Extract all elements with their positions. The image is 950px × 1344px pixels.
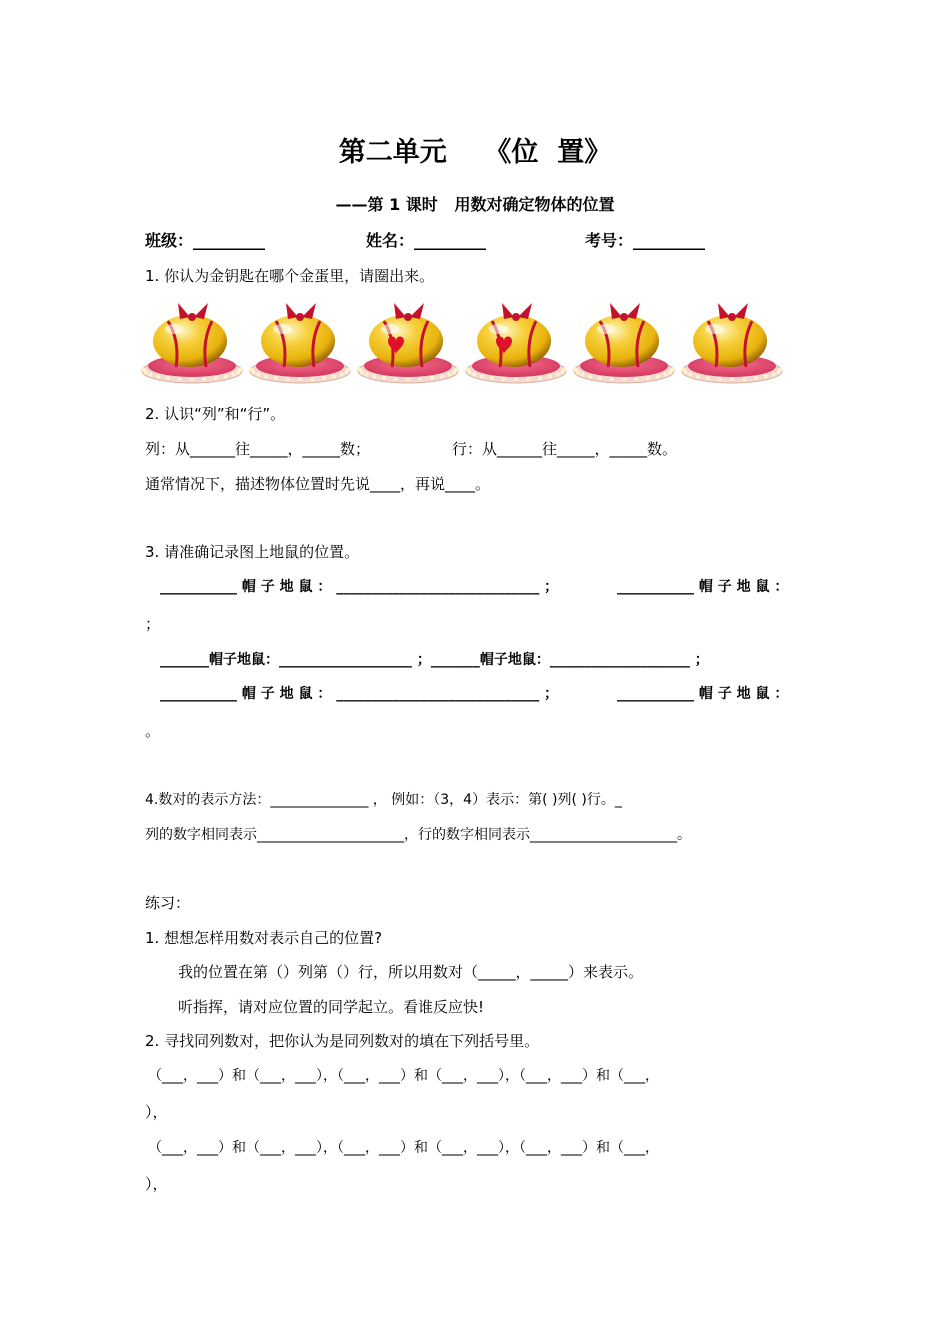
practice-1-line-2: 听指挥，请对应位置的同学起立。看谁反应快! xyxy=(178,998,485,1016)
golden-eggs-row xyxy=(140,297,785,385)
practice-2-line-1-end: ）， xyxy=(145,1103,168,1121)
mole-line-2[interactable]: _______帽子地鼠：___________________ ；_______帽子地鼠：____________________ ； xyxy=(160,652,709,668)
question-2-heading: 2. 认识“列”和“行”。 xyxy=(145,405,286,423)
practice-1-line-1[interactable]: 我的位置在第（）列第（）行，所以用数对（_____，_____）来表示。 xyxy=(178,963,644,981)
golden-egg-icon xyxy=(356,297,460,385)
practice-2-line-2[interactable]: （___，___）和（___，___），（___，___）和（___，___），（___，___）和（___， xyxy=(148,1140,659,1156)
question-4-line-2[interactable]: 列的数字相同表示_____________________，行的数字相同表示_____________________。 xyxy=(145,827,691,843)
practice-2-line-2-end: ）， xyxy=(145,1175,168,1193)
golden-egg-icon xyxy=(680,297,784,385)
question-3-heading: 3. 请准确记录图上地鼠的位置。 xyxy=(145,543,360,561)
position-order-note[interactable]: 通常情况下，描述物体位置时先说____，再说____。 xyxy=(145,475,491,493)
mole-line-3-end: 。 xyxy=(145,722,161,740)
mole-line-1b[interactable]: ___________ 帽 子 地 鼠 ： xyxy=(617,579,789,595)
golden-egg-6[interactable] xyxy=(680,297,784,385)
exam-number-field[interactable]: 考号：_________ xyxy=(585,231,706,250)
practice-2-line-1[interactable]: （___，___）和（___，___），（___，___）和（___，___），（___，___）和（___， xyxy=(148,1068,659,1084)
column-definition[interactable]: 列：从______往_____，_____数； xyxy=(145,440,371,458)
golden-egg-1[interactable] xyxy=(140,297,244,385)
golden-egg-icon xyxy=(140,297,244,385)
mole-line-1a[interactable]: ___________ 帽 子 地 鼠 ： _____________________________ ； xyxy=(160,579,559,595)
page-title: 第二单元 《位 置》 xyxy=(338,137,612,168)
page-subtitle: ——第 1 课时 用数对确定物体的位置 xyxy=(335,195,615,214)
class-field[interactable]: 班级：_________ xyxy=(145,231,266,250)
practice-1-heading: 1. 想想怎样用数对表示自己的位置? xyxy=(145,929,383,947)
practice-heading: 练习： xyxy=(145,894,191,912)
golden-egg-2[interactable] xyxy=(248,297,352,385)
question-4-line-1[interactable]: 4.数对的表示方法：______________ ， 例如：（3，4）表示：第( )列( )行。_ xyxy=(145,792,622,808)
golden-egg-3[interactable] xyxy=(356,297,460,385)
golden-egg-icon xyxy=(572,297,676,385)
mole-line-3a[interactable]: ___________ 帽 子 地 鼠 ： _____________________________ ； xyxy=(160,686,559,702)
golden-egg-4[interactable] xyxy=(464,297,568,385)
name-field[interactable]: 姓名：_________ xyxy=(366,231,487,250)
golden-egg-5[interactable] xyxy=(572,297,676,385)
row-definition[interactable]: 行：从______往_____，_____数。 xyxy=(452,440,678,458)
practice-2-heading: 2. 寻找同列数对，把你认为是同列数对的填在下列括号里。 xyxy=(145,1032,540,1050)
mole-line-1-end: ； xyxy=(145,615,161,633)
golden-egg-icon xyxy=(464,297,568,385)
question-1: 1. 你认为金钥匙在哪个金蛋里，请圈出来。 xyxy=(145,267,435,285)
mole-line-3b[interactable]: ___________ 帽 子 地 鼠 ： xyxy=(617,686,789,702)
golden-egg-icon xyxy=(248,297,352,385)
